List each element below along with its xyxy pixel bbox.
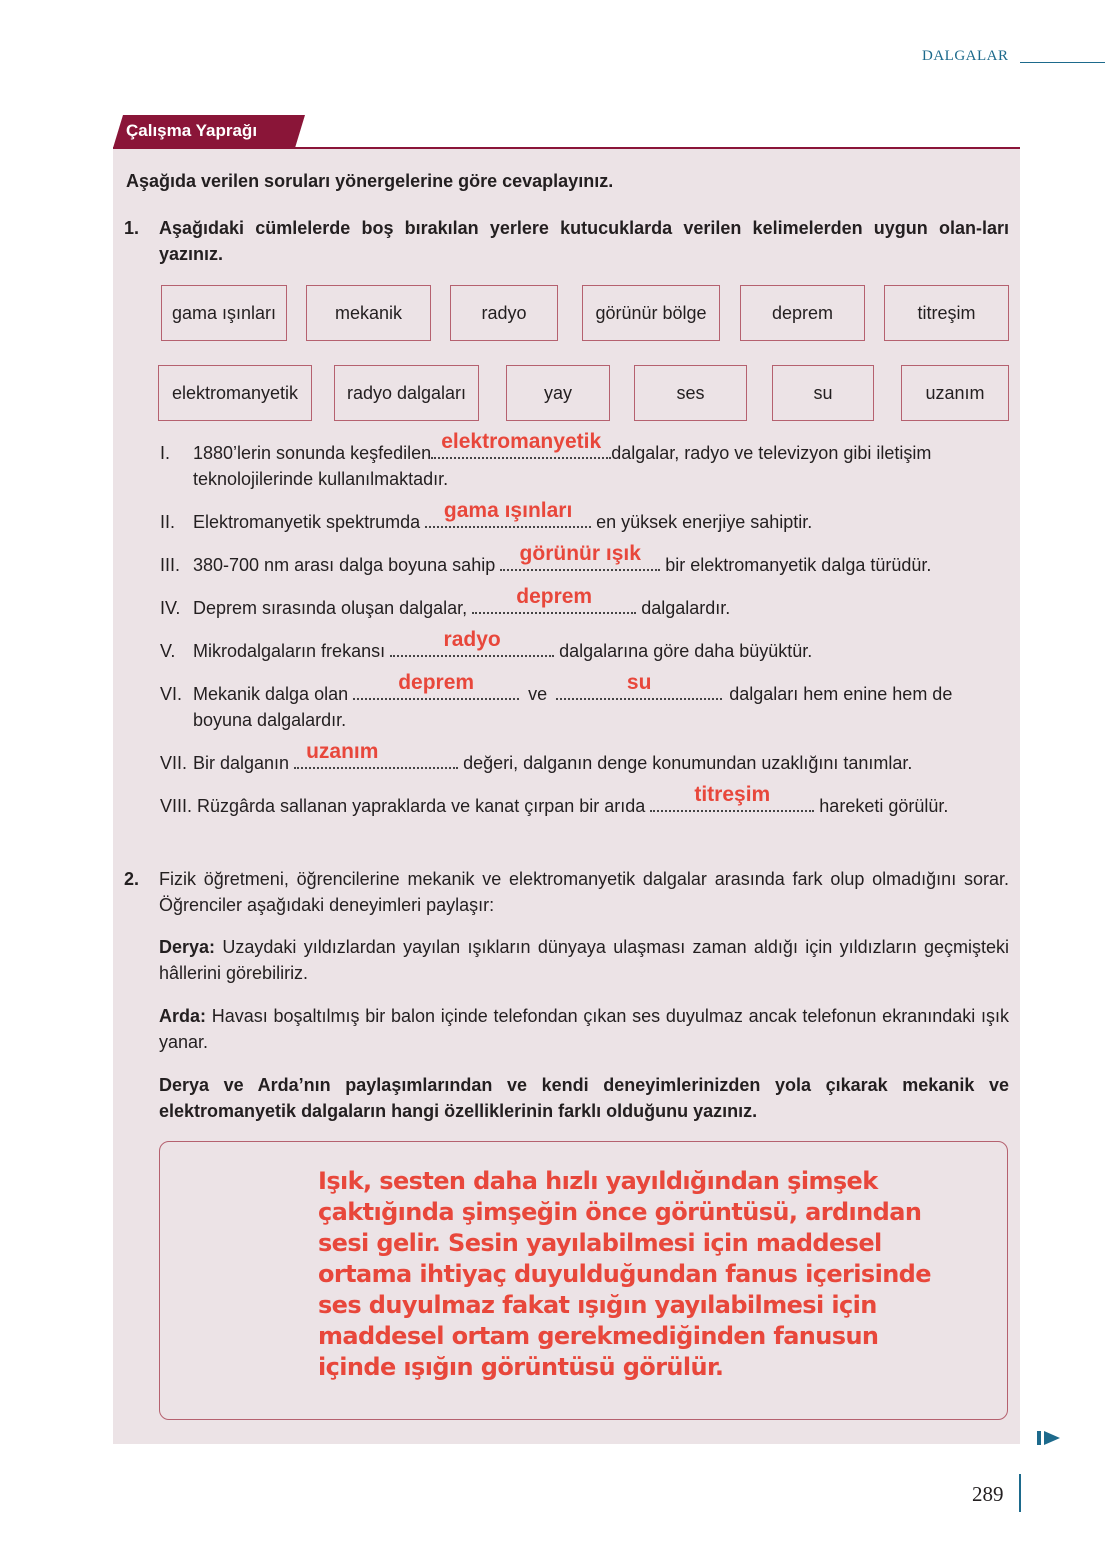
fill-sentence: Mekanik dalga olan deprem ve su dalgaları hem enine hem de	[193, 671, 953, 704]
header-rule	[1020, 62, 1105, 63]
fill-sentence: 380-700 nm arası dalga boyuna sahip görünür ışık bir elektromanyetik dalga türüdür.	[193, 542, 932, 575]
word-box: radyo	[450, 285, 558, 341]
handwritten-answer: elektromanyetik	[441, 430, 602, 453]
word-box: yay	[506, 365, 610, 421]
fill-sentence: Rüzgârda sallanan yapraklarda ve kanat çırpan bir arıda titreşim hareketi görülür.	[197, 783, 949, 816]
fill-sentence-cont: teknolojilerinde kullanılmaktadır.	[193, 469, 449, 489]
item-number: VI.	[160, 684, 183, 704]
handwritten-answer: deprem	[516, 585, 593, 608]
derya-statement: Derya: Uzaydaki yıldızlardan yayılan ışıkların dünyaya ulaşması zaman aldığı için yıldızların geçmişteki hâllerini görebiliriz.	[159, 937, 1009, 983]
item-number: IV.	[160, 598, 181, 618]
page-number-rule	[1019, 1474, 1021, 1512]
item-number: VII.	[160, 753, 188, 773]
word-box: radyo dalgaları	[334, 365, 479, 421]
arda-statement: Arda: Havası boşaltılmış bir balon içinde telefondan çıkan ses duyulmaz ancak telefonun ekranındaki ışık yanar.	[159, 1006, 1009, 1052]
handwritten-answer-paragraph: Işık, sesten daha hızlı yayıldığından şimşek çaktığında şimşeğin önce görüntüsü, ardından sesi gelir. Sesin yayılabilmesi için maddesel ortama ihtiyaç duyulduğundan fanus içerisinde ses duyulmaz fakat ışığın yayılabilmesi için maddesel ortam gerekmediğinden fanusun içinde ışığın görüntüsü görülür.	[318, 1167, 931, 1381]
handwritten-answer: gama ışınları	[443, 499, 573, 522]
q1-prompt: Aşağıdaki cümlelerde boş bırakılan yerlere kutucuklarda verilen kelimelerden uygun olan-ları yazınız.	[159, 218, 1009, 264]
word-box: uzanım	[901, 365, 1009, 421]
word-box: görünür bölge	[582, 285, 720, 341]
q2-task: Derya ve Arda’nın paylaşımlarından ve kendi deneyimlerinizden yola çıkarak mekanik ve elektromanyetik dalgaların hangi özelliklerinin farklı olduğunu yazınız.	[159, 1075, 1009, 1121]
handwritten-answer: görünür ışık	[519, 542, 641, 565]
next-page-arrow-icon[interactable]	[1037, 1430, 1061, 1446]
fill-sentence: Elektromanyetik spektrumda gama ışınları en yüksek enerjiye sahiptir.	[193, 499, 813, 532]
word-box: elektromanyetik	[158, 365, 312, 421]
handwritten-answer: radyo	[443, 628, 501, 651]
handwritten-answer: deprem	[398, 671, 475, 694]
fill-sentence: Deprem sırasında oluşan dalgalar, deprem dalgalardır.	[193, 585, 731, 618]
item-number: II.	[160, 512, 176, 532]
fill-sentence-cont: boyuna dalgalardır.	[193, 710, 347, 730]
sheet-title: Çalışma Yaprağı	[126, 121, 258, 140]
word-box: ses	[634, 365, 747, 421]
handwritten-answer: titreşim	[694, 783, 771, 806]
word-box: deprem	[740, 285, 865, 341]
q1-number: 1.	[124, 218, 140, 238]
q2-prompt: Fizik öğretmeni, öğrencilerine mekanik ve elektromanyetik dalgalar arasında fark olup olmadığını sorar. Öğrenciler aşağıdaki deneyimleri paylaşır:	[159, 869, 1009, 915]
handwritten-answer: su	[626, 671, 652, 694]
item-number: I.	[160, 443, 171, 463]
handwritten-answer: uzanım	[306, 740, 379, 763]
fill-sentence: Bir dalganın uzanım değeri, dalganın denge konumundan uzaklığını tanımlar.	[193, 740, 913, 773]
fill-sentence: Mikrodalgaların frekansı radyo dalgalarına göre daha büyüktür.	[193, 628, 813, 661]
fill-sentence: 1880’lerin sonunda keşfedilen elektromanyetik dalgalar, radyo ve televizyon gibi iletişim	[193, 430, 932, 463]
item-number: VIII.	[160, 796, 193, 816]
page-number: 289	[972, 1482, 1004, 1506]
q2-number: 2.	[124, 869, 140, 889]
word-box: su	[772, 365, 874, 421]
item-number: V.	[160, 641, 176, 661]
word-box: titreşim	[884, 285, 1009, 341]
running-head: DALGALAR	[922, 48, 1009, 64]
instruction: Aşağıda verilen soruları yönergelerine göre cevaplayınız.	[126, 171, 614, 191]
item-number: III.	[160, 555, 181, 575]
word-box: mekanik	[306, 285, 431, 341]
word-box: gama ışınları	[161, 285, 287, 341]
